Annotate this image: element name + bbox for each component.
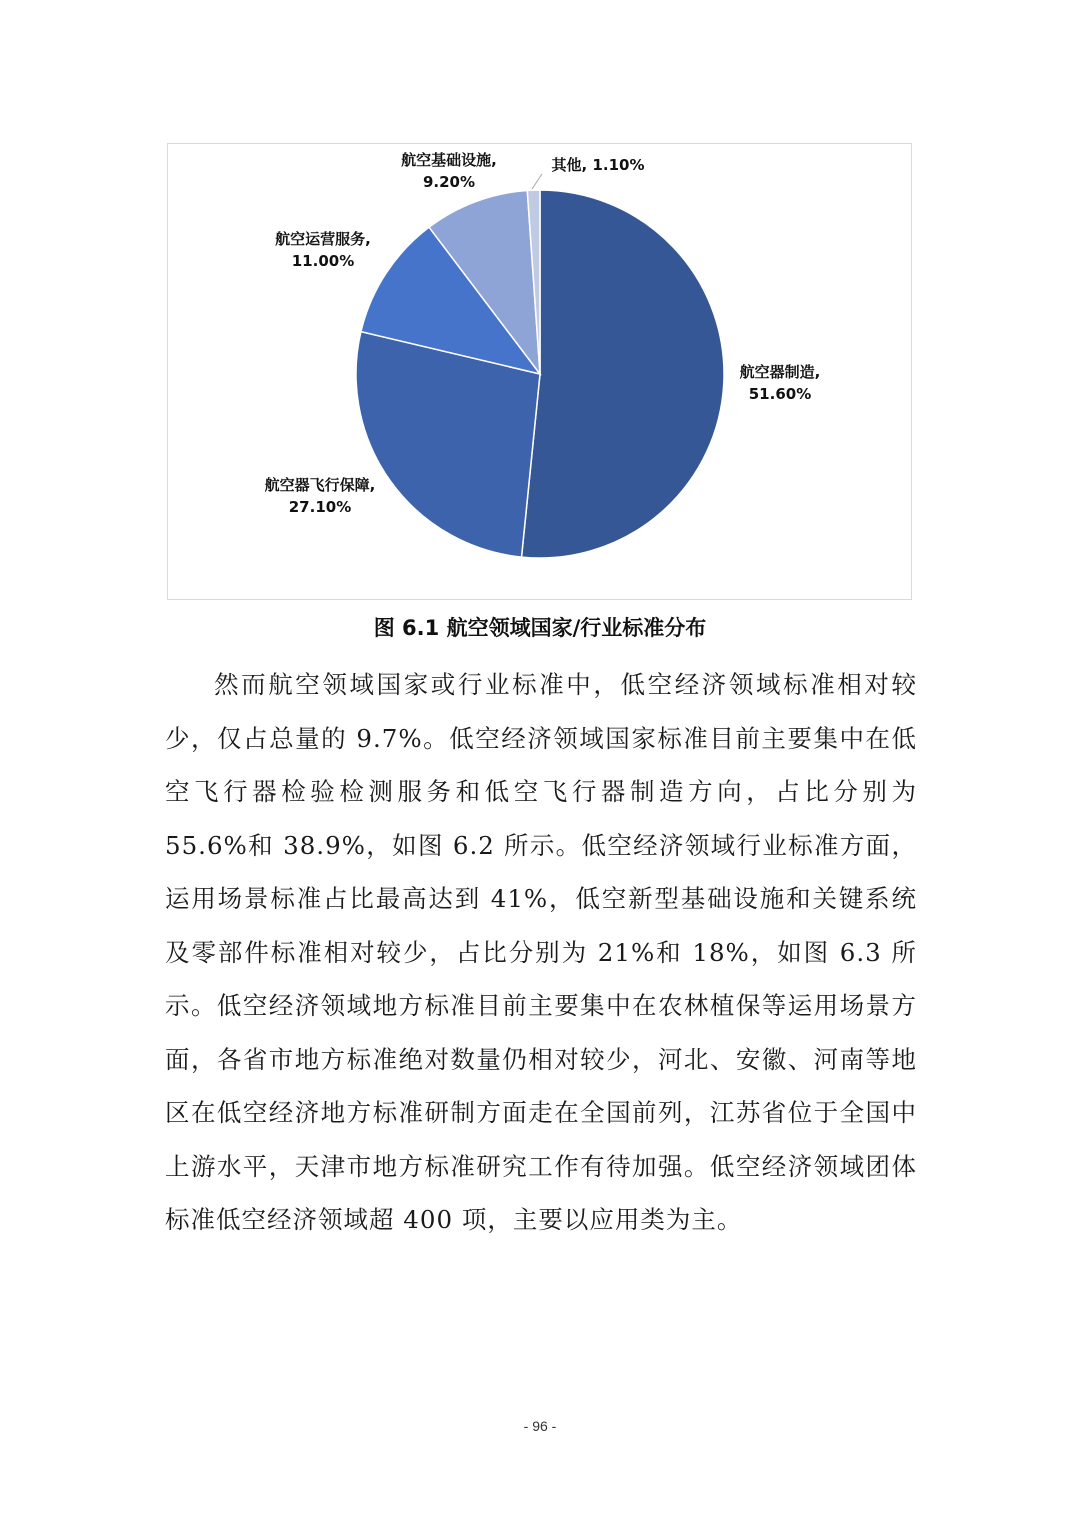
figure-caption: 图 6.1 航空领域国家/行业标准分布 — [373, 616, 707, 640]
slice-label: 航空运营服务, 11.00% — [275, 230, 371, 270]
slice-label: 航空器制造, 51.60% — [739, 363, 821, 403]
pie-slice — [522, 190, 724, 558]
pie-chart — [168, 144, 913, 601]
page-number: - 96 - — [523, 1418, 557, 1434]
body-paragraph: 然而航空领域国家或行业标准中，低空经济领域标准相对较少，仅占总量的 9.7%。低空经济领域国家标准目前主要集中在低空飞行器检验检测服务和低空飞行器制造方向，占比分别为 55.6%和 38.9%，如图 6.2 所示。低空经济领域行业标准方面，运用场景标准占比最高达到 41%，低空新型基础设施和关键系统及零部件标准相对较少，占比分别为 21%和 18%，如图 6.3 所示。低空经济领域地方标准目前主要集中在农林植保等运用场景方面，各省市地方标准绝对数量仍相对较少，河北、安徽、河南等地区在低空经济地方标准研制方面走在全国前列，江苏省位于全国中上游水平，天津市地方标准研究工作有待加强。低空经济领域团体标准低空经济领域超 400 项，主要以应用类为主。 — [165, 670, 917, 1234]
slice-label: 其他, 1.10% — [551, 156, 645, 174]
slice-label: 航空基础设施, 9.20% — [401, 151, 497, 191]
pie-chart-figure — [167, 143, 912, 600]
slice-label: 航空器飞行保障, 27.10% — [264, 476, 376, 516]
leader-line — [532, 174, 542, 189]
